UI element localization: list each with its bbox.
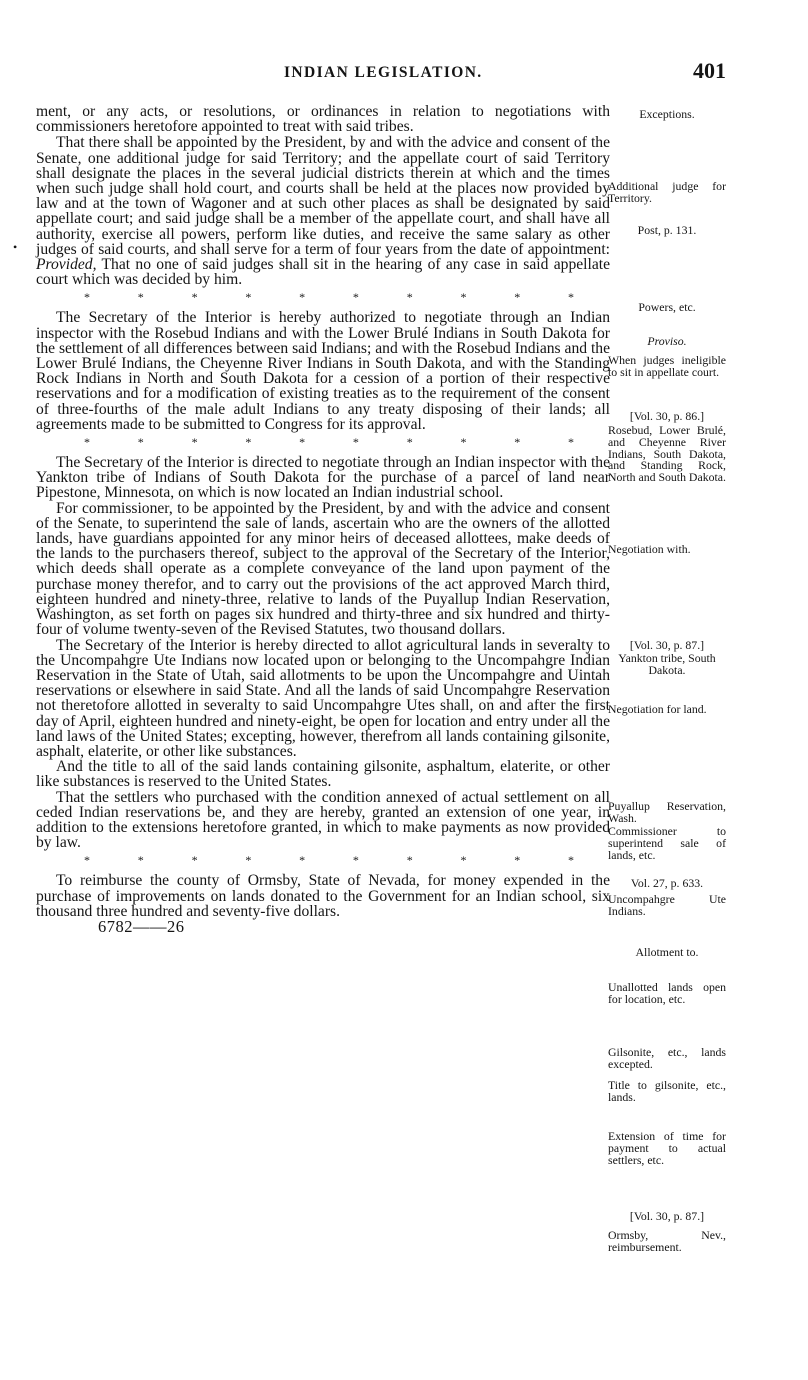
paragraph-additional-judge-proviso: That no one of said judges shall sit in the hearing of any case in said appellate court which was decided by him. — [36, 256, 610, 289]
margin-note: Puyallup Reservation, Wash. — [608, 799, 726, 825]
paragraph-uncompahgre-allotment: The Secretary of the Interior is hereby directed to allot agricultural lands in severalty to the Uncompahgre Ute Indians now located upon or belonging to the Uncompahgre Indian Reservation in the State of Utah, said allotments to be upon the Uncompahgre and Uintah reservations or elsewhere in said State. And all the lands of said Uncompahgre Reservation not theretofore allotted in severalty to said Uncompahgre Utes shall, on and after the first day of April, eighteen hundred and ninety-eight, be open for location and entry under all the land laws of the United States; excepting, however, therefrom all lands containing gilsonite, asphalt, elaterite, or other like substances. — [36, 636, 610, 760]
margin-note: Uncompahgre Ute Indians. — [608, 892, 726, 918]
main-text-column — [36, 104, 610, 934]
paragraph-gilsonite-title: And the title to all of the said lands containing gilsonite, asphaltum, elaterite, or other like substances is reserved to the United States. — [36, 758, 610, 791]
margin-note: Extension of time for payment to actual settlers, etc. — [608, 1129, 726, 1167]
margin-note: Negotiation with. — [608, 542, 691, 556]
margin-note: Additional judge for Territory. — [608, 179, 726, 205]
paragraph-additional-judge — [36, 135, 610, 287]
paragraph-rosebud-negotiation: The Secretary of the Interior is hereby authorized to negotiate through an Indian inspector with the Rosebud Indians and with the Lower Brulé Indians in South Dakota for the settlement of all differences between said Indians; and with the Rosebud Indians and the Lower Brulé Indians, the Cheyenne River Indians in South Dakota, and with the Standing Rock Indians in North and South Dakota for a cession of a portion of their respective reservations and for a modification of existing treaties as to the requirement of the consent of three-fourths of the male adult Indians to any treaty disposing of their lands; all agreements made to be submitted to Congress for its approval. — [36, 309, 610, 433]
section-break-stars: * * * * * * * * * * — [84, 435, 575, 450]
margin-note: [Vol. 30, p. 86.] — [629, 409, 705, 423]
paragraph-ormsby-reimbursement: To reimburse the county of Ormsby, State of Nevada, for money expended in the purchase of improvements on lands donated to the Government for an Indian school, six thousand three hundred and seventy-five dollars. — [36, 872, 610, 920]
proviso-word: Provided, — [36, 256, 97, 274]
stray-mark: • — [13, 240, 18, 254]
margin-note: Title to gilsonite, etc., lands. — [608, 1078, 726, 1104]
margin-note: Vol. 27, p. 633. — [630, 876, 704, 890]
page-header — [36, 58, 730, 88]
paragraph-exceptions: ment, or any acts, or resolutions, or ordinances in relation to negotiations with commissioners heretofore appointed to treat with said tribes. — [36, 103, 610, 136]
margin-note: Rosebud, Lower Brulé, and Cheyenne River Indians, South Dakota, and Standing Rock, North and South Dakota. — [608, 423, 726, 485]
margin-note: Ormsby, Nev., reimbursement. — [608, 1228, 726, 1254]
section-break-stars: * * * * * * * * * * — [84, 290, 575, 305]
paragraph-settlers-extension: That the settlers who purchased with the condition annexed of actual settlement on all ceded Indian reservations be, and they are hereby, granted an extension of one year, in addition to the extensions heretofore granted, in which to make payments as now provided by law. — [36, 788, 610, 852]
margin-note: Unallotted lands open for location, etc. — [608, 980, 726, 1006]
margin-note: Negotiation for land. — [608, 702, 707, 716]
running-title: INDIAN LEGISLATION. — [284, 64, 483, 81]
margin-note: Post, p. 131. — [637, 223, 697, 237]
margin-note: Powers, etc. — [638, 300, 696, 314]
margin-note: [Vol. 30, p. 87.] — [629, 1209, 705, 1223]
margin-note: Yankton tribe, South Dakota. — [618, 651, 716, 677]
paragraph-additional-judge-text: That there shall be appointed by the President, by and with the advice and consent of the Senate, one additional judge for said Territory; and the appellate court of said Territory shall designate the places in the several judicial districts therein at which and the times when such judge shall hold court, and courts shall be held at the places now provided by law and at the town of Wagoner and at such other places as shall be designated by said appellate court; and said judge shall be a member of the appellate court, and shall have all authority, exercise all powers, perform like duties, and receive the same salary as other judges of said courts, and shall serve for a term of four years from the date of appointment: — [36, 134, 610, 258]
margin-note: Gilsonite, etc., lands excepted. — [608, 1045, 726, 1071]
signature-mark: 6782——26 — [98, 916, 185, 936]
margin-note: Allotment to. — [635, 945, 699, 959]
margin-note: [Vol. 30, p. 87.] — [629, 638, 705, 652]
margin-note: Exceptions. — [639, 107, 695, 121]
paragraph-yankton-negotiation: The Secretary of the Interior is directed to negotiate through an Indian inspector with the Yankton tribe of Indians of South Dakota for the purchase of a parcel of land near Pipestone, Minnesota, on which is now located an Indian industrial school. — [36, 454, 610, 502]
margin-note: When judges ineligible to sit in appellate court. — [608, 353, 726, 379]
paragraph-puyallup-commissioner: For commissioner, to be appointed by the President, by and with the advice and consent of the Senate, to superintend the sale of lands, ascertain who are the owners of the allotted lands, have guardians appointed for any minor heirs of deceased allottees, make deeds of the lands to the purchasers thereof, subject to the approval of the Secretary of the Interior, which deeds shall operate as a complete conveyance of the land upon payment of the purchase money therefor, and to carry out the provisions of the act approved March third, eighteen hundred and ninety-three, relative to lands of the Puyallup Indian Reservation, Washington, as set forth on pages six hundred and thirty-three and six hundred and thirty-four of volume twenty-seven of the Revised Statutes, two thousand dollars. — [36, 499, 610, 639]
margin-note: Commissioner to superintend sale of lands, etc. — [608, 824, 726, 862]
section-break-stars: * * * * * * * * * * — [84, 853, 575, 868]
page-number: 401 — [693, 58, 726, 83]
margin-note: Proviso. — [647, 334, 687, 348]
